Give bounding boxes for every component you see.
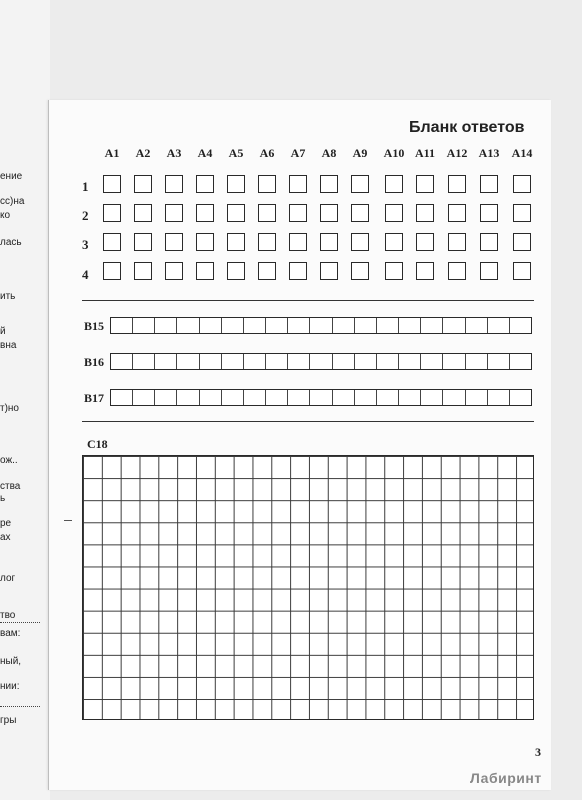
answer-cell[interactable] bbox=[466, 354, 488, 369]
answer-cell[interactable] bbox=[377, 390, 399, 405]
left-text-fragment: лог bbox=[0, 573, 16, 584]
left-text-fragment: ах bbox=[0, 532, 11, 543]
answer-cell[interactable] bbox=[421, 390, 443, 405]
answer-box-a3-2[interactable] bbox=[165, 204, 183, 222]
answer-box-a12-1[interactable] bbox=[448, 175, 466, 193]
answer-cell[interactable] bbox=[355, 354, 377, 369]
answer-box-a2-4[interactable] bbox=[134, 262, 152, 280]
answer-cell[interactable] bbox=[244, 318, 266, 333]
watermark-logo: Лабиринт bbox=[470, 770, 542, 786]
left-text-fragment: ре bbox=[0, 518, 12, 529]
answer-box-a10-2[interactable] bbox=[385, 204, 403, 222]
answer-box-a1-2[interactable] bbox=[103, 204, 121, 222]
column-header-a1: A1 bbox=[104, 146, 120, 160]
answer-cell[interactable] bbox=[133, 390, 155, 405]
answer-box-a6-1[interactable] bbox=[258, 175, 276, 193]
answer-box-a3-1[interactable] bbox=[165, 175, 183, 193]
answer-box-a13-1[interactable] bbox=[480, 175, 498, 193]
answer-box-a5-4[interactable] bbox=[227, 262, 245, 280]
section-divider bbox=[82, 300, 534, 301]
answer-cell[interactable] bbox=[443, 318, 465, 333]
answer-cell[interactable] bbox=[177, 318, 199, 333]
answer-box-a6-4[interactable] bbox=[258, 262, 276, 280]
left-text-fragment: ение bbox=[0, 171, 23, 182]
left-text-fragment: ный, bbox=[0, 656, 22, 667]
answer-box-a4-3[interactable] bbox=[196, 233, 214, 251]
left-text-fragment: ить bbox=[0, 291, 16, 302]
answer-cell[interactable] bbox=[222, 390, 244, 405]
answer-box-a9-3[interactable] bbox=[351, 233, 369, 251]
left-text-fragment: й bbox=[0, 326, 6, 337]
section-divider bbox=[82, 421, 534, 422]
answer-cell[interactable] bbox=[377, 318, 399, 333]
row-label-4: 4 bbox=[82, 267, 89, 282]
answer-box-a8-1[interactable] bbox=[320, 175, 338, 193]
answer-box-a11-2[interactable] bbox=[416, 204, 434, 222]
answer-box-a14-4[interactable] bbox=[513, 262, 531, 280]
column-header-a3: A3 bbox=[166, 146, 182, 160]
row-label-2: 2 bbox=[82, 208, 89, 223]
answer-box-a7-3[interactable] bbox=[289, 233, 307, 251]
answer-cell[interactable] bbox=[310, 390, 332, 405]
answer-cell[interactable] bbox=[333, 354, 355, 369]
column-header-a6: A6 bbox=[259, 146, 275, 160]
column-header-a2: A2 bbox=[135, 146, 151, 160]
answer-cell[interactable] bbox=[466, 318, 488, 333]
answer-box-a11-4[interactable] bbox=[416, 262, 434, 280]
answer-cell[interactable] bbox=[333, 390, 355, 405]
answer-box-a5-2[interactable] bbox=[227, 204, 245, 222]
answer-cell[interactable] bbox=[222, 318, 244, 333]
answer-cell[interactable] bbox=[266, 390, 288, 405]
answer-cell[interactable] bbox=[399, 318, 421, 333]
answer-cell[interactable] bbox=[177, 390, 199, 405]
left-page-strip bbox=[0, 0, 50, 800]
answer-cell[interactable] bbox=[510, 354, 531, 369]
answer-box-a9-1[interactable] bbox=[351, 175, 369, 193]
answer-box-a10-3[interactable] bbox=[385, 233, 403, 251]
left-text-fragment: тво bbox=[0, 610, 16, 621]
column-header-a14: A14 bbox=[511, 146, 533, 160]
answer-cell[interactable] bbox=[443, 390, 465, 405]
answer-cell[interactable] bbox=[244, 390, 266, 405]
answer-box-a7-2[interactable] bbox=[289, 204, 307, 222]
answer-box-a1-3[interactable] bbox=[103, 233, 121, 251]
answer-box-a4-4[interactable] bbox=[196, 262, 214, 280]
answer-box-a5-1[interactable] bbox=[227, 175, 245, 193]
answer-cell[interactable] bbox=[200, 390, 222, 405]
left-text-fragment: т)но bbox=[0, 403, 19, 414]
answer-cell[interactable] bbox=[488, 318, 510, 333]
answer-box-a3-3[interactable] bbox=[165, 233, 183, 251]
column-header-a13: A13 bbox=[478, 146, 500, 160]
answer-strip-b16[interactable] bbox=[110, 353, 532, 370]
answer-box-a1-4[interactable] bbox=[103, 262, 121, 280]
answer-cell[interactable] bbox=[177, 354, 199, 369]
answer-box-a7-1[interactable] bbox=[289, 175, 307, 193]
page-title: Бланк ответов bbox=[409, 119, 525, 136]
answer-box-a11-1[interactable] bbox=[416, 175, 434, 193]
answer-strip-b17[interactable] bbox=[110, 389, 532, 406]
answer-box-a12-4[interactable] bbox=[448, 262, 466, 280]
answer-box-a9-4[interactable] bbox=[351, 262, 369, 280]
answer-cell[interactable] bbox=[421, 354, 443, 369]
answer-cell[interactable] bbox=[133, 318, 155, 333]
answer-box-a14-1[interactable] bbox=[513, 175, 531, 193]
answer-cell[interactable] bbox=[266, 318, 288, 333]
answer-box-a6-2[interactable] bbox=[258, 204, 276, 222]
answer-cell[interactable] bbox=[111, 390, 133, 405]
answer-box-a6-3[interactable] bbox=[258, 233, 276, 251]
answer-cell[interactable] bbox=[222, 354, 244, 369]
answer-cell[interactable] bbox=[133, 354, 155, 369]
answer-cell[interactable] bbox=[333, 318, 355, 333]
answer-cell[interactable] bbox=[244, 354, 266, 369]
answer-box-a9-2[interactable] bbox=[351, 204, 369, 222]
answer-cell[interactable] bbox=[288, 354, 310, 369]
left-text-fragment: лась bbox=[0, 237, 22, 248]
answer-box-a2-1[interactable] bbox=[134, 175, 152, 193]
answer-box-a1-1[interactable] bbox=[103, 175, 121, 193]
answer-box-a8-4[interactable] bbox=[320, 262, 338, 280]
answer-box-a8-3[interactable] bbox=[320, 233, 338, 251]
answer-cell[interactable] bbox=[399, 354, 421, 369]
answer-box-a13-2[interactable] bbox=[480, 204, 498, 222]
row-label-c18: C18 bbox=[87, 437, 108, 451]
margin-tick bbox=[64, 520, 72, 521]
answer-box-a2-3[interactable] bbox=[134, 233, 152, 251]
answer-cell[interactable] bbox=[155, 318, 177, 333]
answer-cell[interactable] bbox=[111, 354, 133, 369]
column-header-a7: A7 bbox=[290, 146, 306, 160]
answer-box-a4-1[interactable] bbox=[196, 175, 214, 193]
answer-cell[interactable] bbox=[488, 354, 510, 369]
answer-cell[interactable] bbox=[200, 354, 222, 369]
answer-box-a13-4[interactable] bbox=[480, 262, 498, 280]
dotted-rule bbox=[0, 706, 40, 707]
answer-box-a8-2[interactable] bbox=[320, 204, 338, 222]
column-header-a10: A10 bbox=[383, 146, 405, 160]
answer-box-a10-4[interactable] bbox=[385, 262, 403, 280]
column-header-a4: A4 bbox=[197, 146, 213, 160]
row-label-1: 1 bbox=[82, 179, 89, 194]
answer-box-a14-2[interactable] bbox=[513, 204, 531, 222]
left-text-fragment: вам: bbox=[0, 628, 21, 639]
answer-box-a12-3[interactable] bbox=[448, 233, 466, 251]
answer-cell[interactable] bbox=[510, 390, 531, 405]
left-text-fragment: ства bbox=[0, 481, 21, 492]
row-label-3: 3 bbox=[82, 237, 89, 252]
answer-box-a3-4[interactable] bbox=[165, 262, 183, 280]
answer-cell[interactable] bbox=[421, 318, 443, 333]
left-text-fragment: ь bbox=[0, 493, 6, 504]
answer-cell[interactable] bbox=[266, 354, 288, 369]
page-number: 3 bbox=[535, 745, 541, 759]
answer-cell[interactable] bbox=[466, 390, 488, 405]
answer-box-a12-2[interactable] bbox=[448, 204, 466, 222]
answer-grid-c18[interactable] bbox=[82, 455, 534, 720]
answer-strip-b15[interactable] bbox=[110, 317, 532, 334]
answer-cell[interactable] bbox=[288, 318, 310, 333]
answer-cell[interactable] bbox=[355, 318, 377, 333]
answer-cell[interactable] bbox=[443, 354, 465, 369]
answer-cell[interactable] bbox=[111, 318, 133, 333]
row-label-b17: B17 bbox=[84, 391, 105, 405]
answer-cell[interactable] bbox=[310, 354, 332, 369]
column-header-a9: A9 bbox=[352, 146, 368, 160]
row-label-b16: B16 bbox=[84, 355, 105, 369]
left-text-fragment: ко bbox=[0, 210, 11, 221]
column-header-a5: A5 bbox=[228, 146, 244, 160]
answer-box-a5-3[interactable] bbox=[227, 233, 245, 251]
answer-cell[interactable] bbox=[155, 354, 177, 369]
answer-box-a13-3[interactable] bbox=[480, 233, 498, 251]
answer-cell[interactable] bbox=[288, 390, 310, 405]
answer-cell[interactable] bbox=[355, 390, 377, 405]
left-text-fragment: сс)на bbox=[0, 196, 25, 207]
answer-box-a11-3[interactable] bbox=[416, 233, 434, 251]
answer-cell[interactable] bbox=[200, 318, 222, 333]
column-header-a12: A12 bbox=[446, 146, 468, 160]
answer-cell[interactable] bbox=[399, 390, 421, 405]
answer-box-a4-2[interactable] bbox=[196, 204, 214, 222]
column-header-a8: A8 bbox=[321, 146, 337, 160]
left-text-fragment: ож.. bbox=[0, 455, 18, 466]
answer-cell[interactable] bbox=[488, 390, 510, 405]
left-text-fragment: вна bbox=[0, 340, 17, 351]
answer-box-a10-1[interactable] bbox=[385, 175, 403, 193]
answer-cell[interactable] bbox=[510, 318, 531, 333]
row-label-b15: B15 bbox=[84, 319, 105, 333]
column-header-a11: A11 bbox=[414, 146, 435, 160]
answer-box-a2-2[interactable] bbox=[134, 204, 152, 222]
answer-box-a7-4[interactable] bbox=[289, 262, 307, 280]
answer-cell[interactable] bbox=[377, 354, 399, 369]
answer-cell[interactable] bbox=[155, 390, 177, 405]
left-text-fragment: нии: bbox=[0, 681, 20, 692]
answer-box-a14-3[interactable] bbox=[513, 233, 531, 251]
answer-cell[interactable] bbox=[310, 318, 332, 333]
left-text-fragment: гры bbox=[0, 715, 17, 726]
dotted-rule bbox=[0, 622, 40, 623]
